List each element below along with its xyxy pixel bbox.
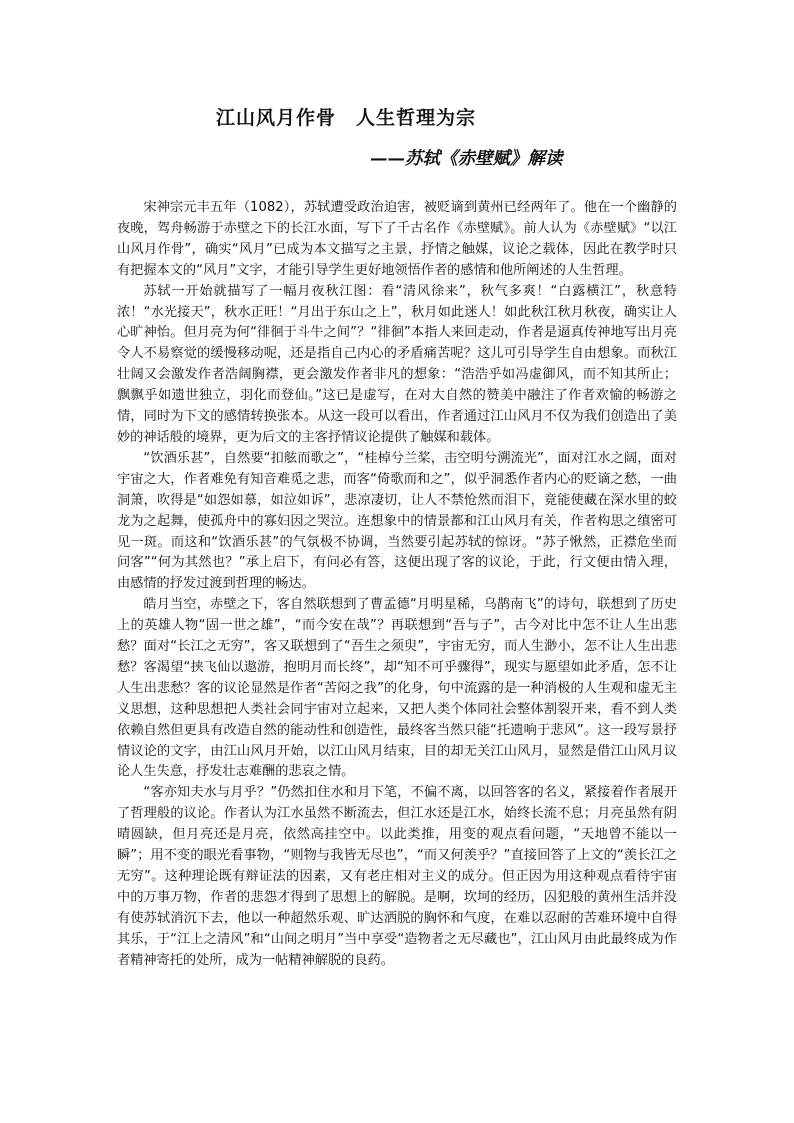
paragraph-5: “客亦知夫水与月乎？”仍然扣住水和月下笔，不偏不离，以回答客的名义，紧接着作者展开了哲理般的议论。作者认为江水虽然不断流去，但江水还是江水，始终长流不息；月亮虽然有阴晴圆缺，但月亮还是月亮，依然高挂空中。以此类推，用变的观点看问题，“天地曾不能以一瞬”；用不变的眼光看事物，“则物与我皆无尽也”，“而又何羡乎？”直接回答了上文的“羡长江之无穷”。这种理论既有辩证法的因素，又有老庄相对主义的成分。但正因为用这种观点看待宇宙中的万事万物，作者的悲怨才得到了思想上的解脱。是啊，坎坷的经历，囚犯般的黄州生活并没有使苏轼消沉下去，他以一种超然乐观、旷达洒脱的胸怀和气度，在难以忍耐的苦难环境中自得其乐，于“江上之清风”和“山间之明月”当中享受“造物者之无尽藏也”，江山风月由此最终成为作者精神寄托的处所，成为一帖精神解脱的良药。 (117, 785, 677, 968)
paragraph-3: “饮酒乐甚”，自然要“扣舷而歌之”，“桂棹兮兰桨，击空明兮溯流光”，面对江水之阔，面对宇宙之大，作者难免有知音难觅之悲，而客“倚歌而和之”，似乎洞悉作者内心的贬谪之愁，一曲洞箫，吹得是“如怨如慕，如泣如诉”，悲凉凄切，让人不禁怆然而泪下，竟能使藏在深水里的蛟龙为之起舞，使孤舟中的寡妇因之哭泣。连想象中的情景都和江山风月有关，作者构思之缜密可见一斑。而这和“饮酒乐甚”的气氛极不协调，当然要引起苏轼的惊讶。“苏子愀然，正襟危坐而问客”“何为其然也？”承上启下，有问必有答，这便出现了客的议论，于此，行文便由情入理，由感情的抒发过渡到哲理的畅达。 (117, 450, 677, 592)
article-subtitle: ——苏轼《赤壁赋》解读 (370, 149, 563, 169)
article-body (117, 198, 677, 972)
paragraph-1: 宋神宗元丰五年（1082），苏轼遭受政治迫害，被贬谪到黄州已经两年了。他在一个幽静的夜晚，驾舟畅游于赤壁之下的长江水面，写下了千古名作《赤壁赋》。前人认为《赤壁赋》“以江山风月作骨”，确实“风月”已成为本文描写之主景，抒情之触媒，议论之载体，因此在教学时只有把握本文的“风月”文字，才能引导学生更好地领悟作者的感情和他所阐述的人生哲理。 (117, 200, 677, 278)
paragraph-2: 苏轼一开始就描写了一幅月夜秋江图：看“清风徐来”，秋气多爽！“白露横江”，秋意特浓！“水光接天”，秋水正旺！“月出于东山之上”，秋月如此迷人！如此秋江秋月秋夜，确实让人心旷神怡。但月亮为何“徘徊于斗牛之间”？“徘徊”本指人来回走动，作者是逼真传神地写出月亮令人不易察觉的缓慢移动呢，还是指自己内心的矛盾痛苦呢？这儿可引导学生自由想象。而秋江壮阔又会激发作者浩阔胸襟，更会激发作者非凡的想象：“浩浩乎如冯虚御风，而不知其所止；飘飘乎如遗世独立，羽化而登仙。”这已是虚写，在对大自然的赞美中融注了作者欢愉的畅游之情，同时为下文的感情转换张本。从这一段可以看出，作者通过江山风月不仅为我们创造出了美妙的神话般的境界，更为后文的主客抒情议论提供了触媒和载体。 (117, 283, 677, 445)
paragraph-4: 皓月当空，赤壁之下，客自然联想到了曹孟德“月明星稀，乌鹊南飞”的诗句，联想到了历史上的英雄人物“固一世之雄”，“而今安在哉”？再联想到“吾与子”，古今对比中怎不让人生出悲愁？面对“长江之无穷”，客又联想到了“吾生之须臾”，宇宙无穷，而人生渺小，怎不让人生出悲愁？客渴望“挟飞仙以遨游，抱明月而长终”，却“知不可乎骤得”，现实与愿望如此矛盾，怎不让人生出悲愁？客的议论显然是作者“苦闷之我”的化身，句中流露的是一种消极的人生观和虚无主义思想，这种思想把人类社会同宇宙对立起来，又把人类个体同社会整体割裂开来，看不到人类依赖自然但更具有改造自然的能动性和创造性，最终客当然只能“托遗响于悲风”。这一段写景抒情议论的文字，由江山风月开始，以江山风月结束，目的却无关江山风月，显然是借江山风月议论人生失意，抒发壮志难酬的悲哀之情。 (117, 597, 677, 780)
article-title: 江山风月作骨 人生哲理为宗 (216, 107, 477, 129)
